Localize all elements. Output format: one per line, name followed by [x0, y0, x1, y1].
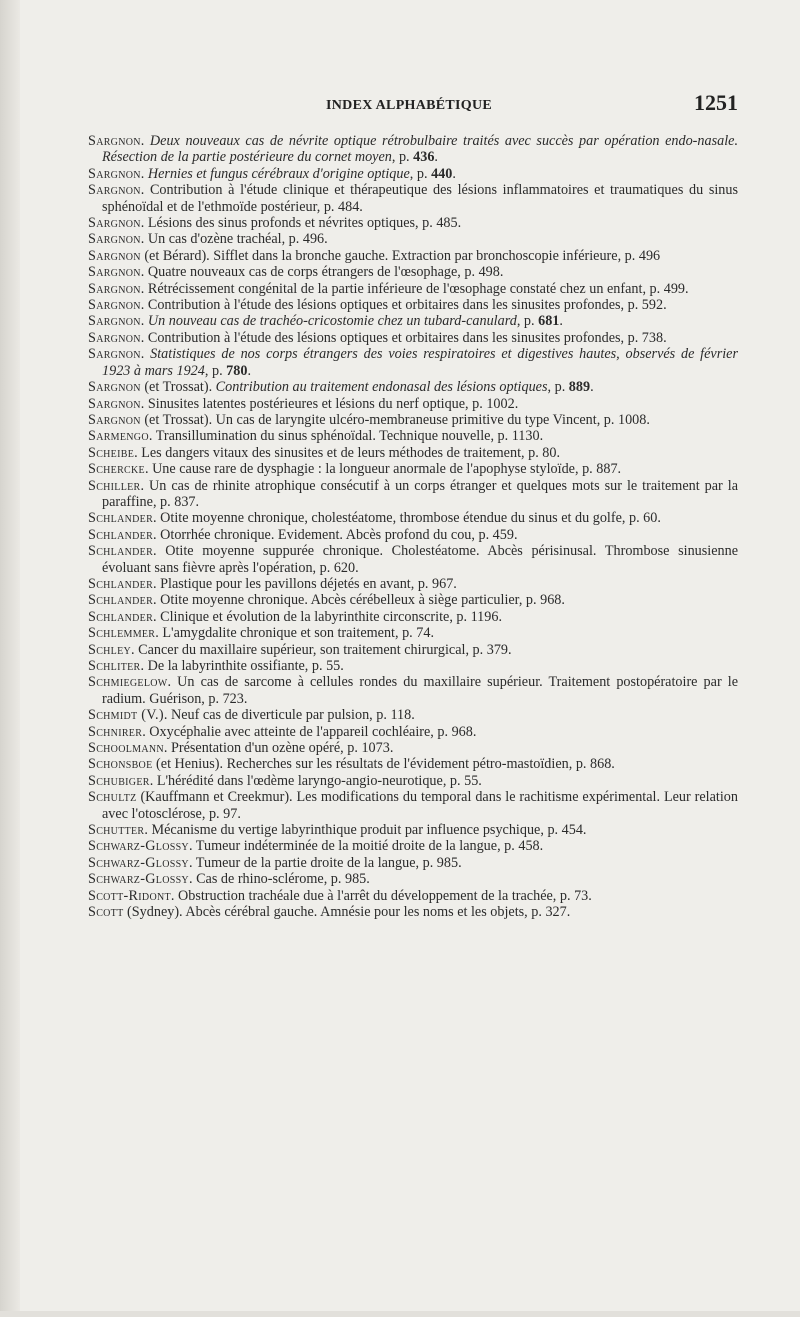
entry-author: Sargnon [88, 313, 141, 330]
entry-text: , p. [409, 165, 432, 182]
index-entries [88, 133, 738, 921]
index-entry [88, 855, 738, 871]
entry-text: , p. [547, 379, 569, 396]
entry-author: Schultz [88, 789, 137, 806]
entry-author: Sarmengo [88, 428, 149, 445]
index-entry [88, 445, 738, 461]
index-entry [88, 674, 738, 707]
page-edge-shadow [0, 0, 20, 1317]
running-title: INDEX ALPHABÉTIQUE [326, 98, 493, 113]
entry-author: Schonsboe [88, 756, 153, 773]
entry-text: (et Henius). Recherches sur les résultats de l'évidement pétro-mastoïdien, p. 868. [152, 756, 615, 773]
entry-text: . [247, 362, 251, 379]
index-entry [88, 412, 738, 428]
index-entry [88, 478, 738, 511]
entry-author: Sargnon [88, 215, 141, 232]
entry-text: . Contribution à l'étude clinique et thérapeutique des lésions inflammatoires et traumatiques du sinus sphénoïdal et de l'ethmoïde postérieur, p. 484. [102, 182, 738, 215]
entry-author: Scott-Ridont [88, 887, 171, 904]
index-entry [88, 396, 738, 412]
entry-author: Sargnon [88, 379, 141, 396]
entry-author: Sargnon [88, 395, 141, 412]
entry-author: Schwarz-Glossy [88, 838, 189, 855]
page-number: 1251 [694, 90, 738, 115]
entry-author: Sargnon [88, 264, 141, 281]
entry-text: (Kauffmann et Creekmur). Les modifications du temporal dans le rachitisme expérimental. Leur relation avec l'otosclérose, p. 97. [102, 789, 738, 822]
entry-text: . Otite moyenne chronique, cholestéatome, thrombose étendue du sinus et du golfe, p. 60. [153, 510, 661, 527]
index-entry [88, 658, 738, 674]
entry-text: . L'hérédité dans l'œdème laryngo-angio-neurotique, p. 55. [149, 772, 482, 789]
entry-page-ref: 440 [431, 165, 453, 182]
entry-title-italic: Contribution au traitement endonasal des lésions optiques [215, 379, 548, 396]
entry-text: . [140, 346, 151, 363]
entry-title-italic: Statistiques de nos corps étrangers des voies respiratoires et digestives hautes, observés de février 1923 à mars 1924 [102, 346, 739, 379]
entry-author: Schwarz-Glossy [88, 871, 189, 888]
entry-title-italic: Hernies et fungus cérébraux d'origine optique [147, 165, 410, 182]
entry-text: . Transillumination du sinus sphénoïdal. Technique nouvelle, p. 1130. [148, 428, 544, 445]
index-entry [88, 904, 738, 920]
entry-text: . Tumeur indéterminée de la moitié droite de la langue, p. 458. [188, 838, 544, 855]
index-entry [88, 182, 738, 215]
index-entry [88, 313, 738, 329]
entry-author: Schiller [88, 477, 141, 494]
entry-author: Schmiegelow [88, 674, 168, 691]
entry-author: Sargnon [88, 133, 141, 149]
index-entry [88, 527, 738, 543]
entry-text: . Présentation d'un ozène opéré, p. 1073. [163, 740, 394, 757]
page-header [96, 90, 738, 124]
entry-text: . Une cause rare de dysphagie : la longueur anormale de l'apophyse styloïde, p. 887. [144, 461, 622, 478]
index-entry [88, 379, 738, 395]
index-entry [88, 510, 738, 526]
entry-text: . Un cas d'ozène trachéal, p. 496. [140, 231, 328, 248]
index-entry [88, 756, 738, 772]
entry-title-italic: Un nouveau cas de trachéo-cricostomie chez un tubard-canulard [147, 313, 517, 330]
entry-author: Schlander [88, 510, 154, 527]
entry-author: Schlander [88, 575, 154, 592]
entry-page-ref: 780 [226, 362, 248, 379]
entry-author: Sargnon [88, 280, 141, 297]
entry-author: Schercke [88, 461, 145, 478]
page-bottom-edge [0, 1311, 800, 1317]
entry-text: , p. [391, 149, 414, 166]
index-entry [88, 133, 738, 166]
entry-author: Sargnon [88, 297, 141, 314]
entry-text: . Obstruction trachéale due à l'arrêt du développement de la trachée, p. 73. [170, 887, 592, 904]
entry-text: , p. [516, 313, 539, 330]
index-entry [88, 888, 738, 904]
index-entry [88, 642, 738, 658]
entry-author: Schliter [88, 658, 141, 674]
entry-text: . Clinique et évolution de la labyrinthite circonscrite, p. 1196. [153, 608, 502, 625]
index-entry [88, 428, 738, 444]
entry-author: Schutter [88, 822, 145, 839]
index-entry [88, 740, 738, 756]
entry-author: Schlemmer [88, 625, 156, 642]
entry-text: . Contribution à l'étude des lésions optiques et orbitaires dans les sinusites profondes, p. 592. [140, 297, 667, 314]
entry-text: . Cancer du maxillaire supérieur, son traitement chirurgical, p. 379. [131, 641, 512, 658]
entry-author: Scheibe [88, 444, 135, 461]
entry-text: . Contribution à l'étude des lésions optiques et orbitaires dans les sinusites profondes, p. 738. [140, 329, 667, 346]
index-entry [88, 264, 738, 280]
entry-author: Schlander [88, 526, 154, 543]
index-entry [88, 838, 738, 854]
entry-text: . Otite moyenne chronique. Abcès cérébelleux à siège particulier, p. 968. [153, 592, 565, 609]
index-entry [88, 789, 738, 822]
entry-author: Sargnon [88, 231, 141, 248]
entry-text: . Lésions des sinus profonds et névrites optiques, p. 485. [140, 215, 462, 232]
entry-text: . Mécanisme du vertige labyrinthique produit par influence psychique, p. 454. [144, 822, 587, 839]
entry-text: . [140, 313, 148, 330]
index-entry [88, 773, 738, 789]
index-entry [88, 297, 738, 313]
index-entry [88, 330, 738, 346]
entry-text: . Quatre nouveaux cas de corps étrangers de l'œsophage, p. 498. [140, 264, 504, 281]
entry-page-ref: 889 [568, 379, 591, 396]
entry-text: . De la labyrinthite ossifiante, p. 55. [140, 658, 344, 674]
entry-author: Schlander [88, 543, 154, 560]
entry-author: Schubiger [88, 772, 150, 789]
entry-text: . L'amygdalite chronique et son traitement, p. 74. [155, 625, 435, 642]
entry-author: Schwarz-Glossy [88, 854, 189, 871]
entry-text: . [140, 165, 148, 182]
entry-text: (et Bérard). Sifflet dans la bronche gauche. Extraction par bronchoscopie inférieure, p. 496 [140, 247, 661, 264]
index-entry [88, 592, 738, 608]
index-entry [88, 707, 738, 723]
entry-text: . Tumeur de la partie droite de la langue, p. 985. [188, 854, 462, 871]
entry-text: . Oxycéphalie avec atteinte de l'appareil cochléaire, p. 968. [142, 723, 477, 740]
entry-text: . Un cas de rhinite atrophique consécutif à un corps étranger et quelques mots sur le traitement par la paraffine, p. 837. [102, 477, 738, 510]
entry-author: Sargnon [88, 182, 141, 199]
entry-text: . [559, 313, 563, 330]
index-entry [88, 166, 738, 182]
entry-page-ref: 681 [538, 313, 560, 330]
entry-text: . Un cas de sarcome à cellules rondes du maxillaire supérieur. Traitement postopératoire par le radium. Guérison, p. 723. [102, 674, 738, 707]
entry-text: (Sydney). Abcès cérébral gauche. Amnésie pour les noms et les objets, p. 327. [123, 904, 571, 921]
index-entry [88, 231, 738, 247]
index-entry [88, 346, 738, 379]
index-entry [88, 461, 738, 477]
entry-text: . [140, 133, 150, 149]
entry-text: . Cas de rhino-sclérome, p. 985. [188, 871, 370, 888]
entry-author: Schley [88, 641, 132, 658]
index-entry [88, 871, 738, 887]
index-entry [88, 625, 738, 641]
index-entry [88, 609, 738, 625]
index-entry [88, 724, 738, 740]
entry-text: . [452, 165, 456, 182]
index-entry [88, 281, 738, 297]
entry-author: Schnirer [88, 723, 143, 740]
entry-author: Sargnon [88, 411, 141, 428]
entry-text: . Otorrhée chronique. Evidement. Abcès profond du cou, p. 459. [153, 526, 518, 543]
index-entry [88, 576, 738, 592]
entry-author: Schoolmann [88, 740, 164, 757]
index-entry [88, 543, 738, 576]
entry-author: Sargnon [88, 165, 141, 182]
entry-text: . Sinusites latentes postérieures et lésions du nerf optique, p. 1002. [140, 395, 519, 412]
entry-text: (et Trossat). [140, 379, 216, 396]
entry-author: Schlander [88, 608, 154, 625]
entry-author: Schmidt (V.) [88, 707, 164, 724]
entry-text: . Otite moyenne suppurée chronique. Cholestéatome. Abcès périsinusal. Thrombose sinusienne évoluant sans fièvre après l'opération, p. 620. [102, 543, 738, 576]
entry-author: Sargnon [88, 329, 141, 346]
entry-text: (et Trossat). Un cas de laryngite ulcéro-membraneuse primitive du type Vincent, p. 1008. [140, 411, 650, 428]
index-entry [88, 248, 738, 264]
entry-text: . Rétrécissement congénital de la partie inférieure de l'œsophage constaté chez un enfant, p. 499. [140, 280, 689, 297]
entry-author: Sargnon [88, 247, 141, 264]
entry-text: . Plastique pour les pavillons déjetés en avant, p. 967. [153, 575, 457, 592]
entry-text: . [434, 149, 438, 166]
index-entry [88, 215, 738, 231]
entry-author: Sargnon [88, 346, 141, 363]
entry-author: Schlander [88, 592, 154, 609]
entry-text: , p. [204, 362, 227, 379]
entry-title-italic: Deux nouveaux cas de névrite optique rétrobulbaire traités avec succès par opération endo-nasale. Résection de la partie postérieure du cornet moyen [102, 133, 738, 166]
entry-text: . [590, 379, 594, 396]
entry-page-ref: 436 [413, 149, 435, 166]
index-entry [88, 822, 738, 838]
entry-author: Scott [88, 904, 124, 921]
entry-text: . Les dangers vitaux des sinusites et de leurs méthodes de traitement, p. 80. [134, 444, 561, 461]
entry-text: . Neuf cas de diverticule par pulsion, p. 118. [163, 707, 415, 724]
